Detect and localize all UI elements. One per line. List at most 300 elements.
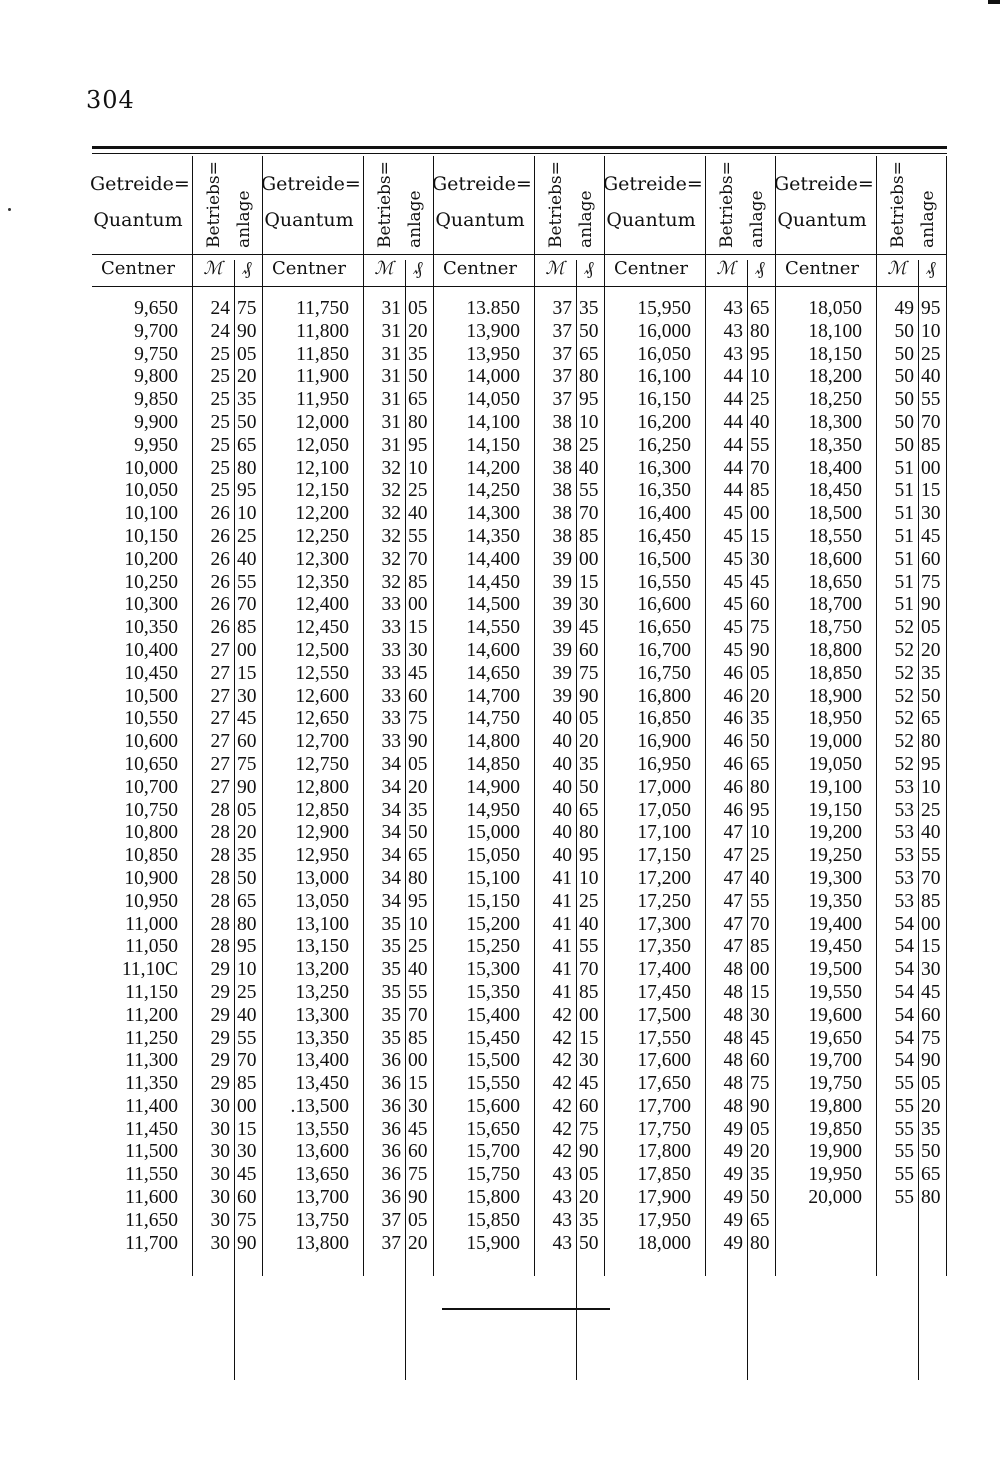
quantum-cell: 17,900 [637,1187,691,1209]
quantum-cell: 18,250 [808,389,862,411]
mark-cell: 32 [381,571,401,593]
quantum-cell: 17,350 [637,936,691,958]
quantum-cell: 19,500 [808,959,862,981]
mark-cell: 37 [381,1209,401,1231]
quantum-cell: 16,550 [637,571,691,593]
pfennig-cell: 20 [921,1095,941,1117]
pfennig-cell: 50 [408,822,428,844]
mark-cell: 41 [552,936,572,958]
mark-cell: 46 [723,731,743,753]
pfennig-cell: 60 [237,1187,257,1209]
quantum-cell: 19,700 [808,1050,862,1072]
quantum-cell: 14,250 [466,480,520,502]
pfennig-cell: 45 [750,1027,770,1049]
mark-cell: 27 [210,639,230,661]
quantum-cell: 13,300 [295,1004,349,1026]
pfennig-cell: 65 [750,753,770,775]
quantum-cell: 18,600 [808,548,862,570]
pfennig-cell: 95 [408,434,428,456]
pfennig-cell: 80 [750,320,770,342]
quantum-cell: 17,750 [637,1118,691,1140]
quantum-cell: 16,200 [637,411,691,433]
pfennig-cell: 20 [408,776,428,798]
pfennig-cell: 65 [237,890,257,912]
subheader-pfennig: ₰ [926,258,936,279]
mark-cell: 25 [210,457,230,479]
mark-cell: 43 [723,298,743,319]
pfennig-cell: 05 [237,343,257,365]
mark-cell: 35 [381,981,401,1003]
mark-cell: 30 [210,1095,230,1117]
mark-cell: 38 [552,434,572,456]
quantum-cell: 10,350 [124,617,178,639]
quantum-cell: 9,650 [134,298,178,319]
mark-cell: 47 [723,845,743,867]
mark-cell: 54 [894,1027,914,1049]
pfennig-cell: 05 [579,708,599,730]
pfennig-cell: 40 [408,503,428,525]
mark-cell: 52 [894,685,914,707]
mark-cell: 29 [210,1004,230,1026]
header-quantity [261,166,361,238]
mark-cell: 40 [552,731,572,753]
mark-cell: 50 [894,343,914,365]
quantum-cell: 15,750 [466,1164,520,1186]
quantum-cell: 10,950 [124,890,178,912]
quantum-cell: 15,500 [466,1050,520,1072]
mark-cell: 55 [894,1118,914,1140]
quantum-cell: 16,250 [637,434,691,456]
mark-cell: 50 [894,366,914,388]
pfennig-cell: 05 [408,753,428,775]
pfennig-cell: 30 [750,548,770,570]
mark-cell: 39 [552,685,572,707]
quantum-cell: 12,450 [295,617,349,639]
pfennig-cell: 75 [237,1209,257,1231]
pfennig-cell: 80 [579,822,599,844]
pfennig-cell: 90 [408,731,428,753]
mark-cell: 38 [552,480,572,502]
mark-cell: 38 [552,411,572,433]
column-rule [918,260,919,1380]
mark-cell: 33 [381,617,401,639]
quantum-cell: .13,500 [290,1095,349,1117]
quantum-cell: 17,250 [637,890,691,912]
corner-mark [988,0,1000,4]
pfennig-cell: 70 [579,503,599,525]
pfennig-cell: 25 [237,981,257,1003]
pfennig-cell: 30 [237,1141,257,1163]
mark-cell: 42 [552,1118,572,1140]
quantum-cell: 10,200 [124,548,178,570]
pfennig-cell: 45 [921,981,941,1003]
mark-cell: 26 [210,503,230,525]
pfennig-cell: 20 [750,1141,770,1163]
quantum-cell: 19,000 [808,731,862,753]
mark-cell: 26 [210,548,230,570]
mark-cell: 38 [552,503,572,525]
quantum-cell: 14,200 [466,457,520,479]
mark-cell: 49 [894,298,914,319]
pfennig-column [750,298,776,1255]
quantum-cell: 12,050 [295,434,349,456]
pfennig-cell: 15 [408,1073,428,1095]
pfennig-cell: 80 [921,731,941,753]
pfennig-cell: 95 [579,845,599,867]
quantum-cell: 12,100 [295,457,349,479]
mark-cell: 37 [552,389,572,411]
mark-cell: 30 [210,1232,230,1254]
mark-cell: 36 [381,1164,401,1186]
pfennig-cell: 00 [408,594,428,616]
pfennig-cell: 80 [408,867,428,889]
header-quantity-line2: Quantum [777,209,867,231]
mark-cell: 54 [894,913,914,935]
mark-cell: 30 [210,1209,230,1231]
mark-cell: 34 [381,776,401,798]
mark-cell: 33 [381,731,401,753]
pfennig-cell: 20 [579,731,599,753]
pfennig-cell: 35 [408,799,428,821]
quantum-cell: 14,450 [466,571,520,593]
pfennig-cell: 60 [408,1141,428,1163]
pfennig-cell: 70 [579,959,599,981]
pfennig-cell: 65 [408,389,428,411]
mark-cell: 39 [552,617,572,639]
quantum-cell: 11,200 [125,1004,178,1026]
quantum-cell: 14,400 [466,548,520,570]
mark-cell: 40 [552,753,572,775]
pfennig-cell: 25 [408,480,428,502]
mark-cell: 31 [381,389,401,411]
pfennig-cell: 00 [579,548,599,570]
mark-cell: 36 [381,1073,401,1095]
pfennig-cell: 35 [237,845,257,867]
mark-cell: 51 [894,480,914,502]
quantum-cell: 19,150 [808,799,862,821]
pfennig-cell: 15 [921,480,941,502]
mark-cell: 40 [552,799,572,821]
column-rule [234,260,235,1380]
mark-cell: 51 [894,594,914,616]
quantum-cell: 14,850 [466,753,520,775]
header-quantity-line1: Getreide= [261,173,361,195]
quantum-cell: 18,050 [808,298,862,319]
mark-cell: 52 [894,753,914,775]
mark-cell: 40 [552,708,572,730]
pfennig-cell: 30 [921,503,941,525]
mark-cell: 49 [723,1232,743,1254]
mark-cell: 49 [723,1164,743,1186]
mark-cell: 35 [381,936,401,958]
quantum-cell: 12,350 [295,571,349,593]
quantum-cell: 11,800 [296,320,349,342]
pfennig-cell: 65 [921,708,941,730]
quantum-cell: 19,200 [808,822,862,844]
quantum-cell: 15,900 [466,1232,520,1254]
pfennig-cell: 85 [237,617,257,639]
pfennig-cell: 75 [408,1164,428,1186]
pfennig-cell: 50 [579,776,599,798]
pfennig-cell: 10 [750,822,770,844]
quantum-cell: 10,250 [124,571,178,593]
pfennig-cell: 00 [921,913,941,935]
quantum-cell: 17,700 [637,1095,691,1117]
quantum-cell: 16,100 [637,366,691,388]
header-betrieb-line2: anlage [918,190,938,248]
quantum-cell: 11,900 [296,366,349,388]
pfennig-cell: 05 [408,1209,428,1231]
quantum-cell: 16,000 [637,320,691,342]
mark-cell: 54 [894,959,914,981]
mark-cell: 40 [552,776,572,798]
pfennig-cell: 35 [579,753,599,775]
pfennig-cell: 50 [921,685,941,707]
quantum-cell: 13,100 [295,913,349,935]
column-rule [747,260,748,1380]
quantum-cell: 11,650 [125,1209,178,1231]
mark-cell: 49 [723,1141,743,1163]
pfennig-cell: 50 [579,1232,599,1254]
subheader-mark: ℳ [545,258,565,279]
pfennig-cell: 75 [750,617,770,639]
pfennig-cell: 50 [237,867,257,889]
header-betrieb-line1: Betriebs= [888,161,908,248]
quantum-cell: 14,650 [466,662,520,684]
quantum-cell: 13,950 [466,343,520,365]
quantum-cell: 10,000 [124,457,178,479]
pfennig-cell: 60 [750,594,770,616]
mark-cell: 55 [894,1187,914,1209]
pfennig-cell: 65 [579,343,599,365]
quantum-cell: 18,100 [808,320,862,342]
subheader-centner: Centner [271,258,347,279]
pfennig-cell: 90 [750,1095,770,1117]
quantum-cell: 12,800 [295,776,349,798]
pfennig-column [408,298,434,1255]
quantum-cell: 14,150 [466,434,520,456]
mark-cell: 55 [894,1073,914,1095]
quantum-cell: 13,800 [295,1232,349,1254]
pfennig-cell: 60 [750,1050,770,1072]
mark-cell: 31 [381,320,401,342]
pfennig-cell: 60 [921,548,941,570]
mark-cell: 31 [381,366,401,388]
mark-cell: 45 [723,548,743,570]
pfennig-cell: 70 [921,411,941,433]
header-quantity [90,166,190,238]
mark-column [367,298,401,1255]
quantum-cell: 11,400 [125,1095,178,1117]
mark-cell: 50 [894,389,914,411]
mark-cell: 41 [552,981,572,1003]
pfennig-cell: 20 [237,822,257,844]
subheader-centner: Centner [613,258,689,279]
quantum-cell: 18,900 [808,685,862,707]
pfennig-cell: 90 [408,1187,428,1209]
header-quantity [432,166,532,238]
pfennig-cell: 35 [750,708,770,730]
quantum-cell: 11,750 [296,298,349,319]
pfennig-column [579,298,605,1255]
mark-cell: 45 [723,571,743,593]
mark-cell: 44 [723,434,743,456]
quantum-cell: 18,950 [808,708,862,730]
quantum-cell: 13,250 [295,981,349,1003]
quantum-cell: 15,100 [466,867,520,889]
mark-cell: 28 [210,845,230,867]
quantum-cell: 18,500 [808,503,862,525]
quantum-cell: 15,550 [466,1073,520,1095]
pfennig-cell: 75 [921,571,941,593]
mark-cell: 53 [894,845,914,867]
quantum-cell: 13.850 [466,298,520,319]
mark-cell: 52 [894,731,914,753]
pfennig-cell: 80 [750,776,770,798]
header-betrieb-line2: anlage [405,190,425,248]
pfennig-cell: 55 [408,981,428,1003]
subheader-centner: Centner [442,258,518,279]
quantum-cell: 14,350 [466,525,520,547]
quantum-cell: 11,700 [125,1232,178,1254]
mark-cell: 39 [552,571,572,593]
quantum-cell: 9,900 [134,411,178,433]
pfennig-cell: 65 [921,1164,941,1186]
pfennig-cell: 70 [237,1050,257,1072]
pfennig-cell: 95 [921,298,941,319]
header-betriebsanlage [532,160,604,252]
mark-cell: 32 [381,548,401,570]
mark-cell: 42 [552,1027,572,1049]
mark-cell: 31 [381,411,401,433]
mark-cell: 53 [894,799,914,821]
quantum-cell: 12,500 [295,639,349,661]
quantum-cell: 18,800 [808,639,862,661]
header-quantity-line1: Getreide= [90,173,190,195]
quantum-cell: 14,500 [466,594,520,616]
pfennig-cell: 45 [750,571,770,593]
quantum-cell: 10,400 [124,639,178,661]
pfennig-column [237,298,263,1255]
mark-cell: 43 [552,1164,572,1186]
header-quantity-line1: Getreide= [432,173,532,195]
pfennig-cell: 75 [237,753,257,775]
pfennig-cell: 05 [921,617,941,639]
quantum-cell: 18,850 [808,662,862,684]
mark-cell: 50 [894,320,914,342]
pfennig-cell: 90 [237,1232,257,1254]
quantum-cell: 19,350 [808,890,862,912]
quantum-cell: 17,150 [637,845,691,867]
pfennig-cell: 20 [408,1232,428,1254]
mark-cell: 38 [552,525,572,547]
pfennig-cell: 20 [921,639,941,661]
quantum-cell: 19,050 [808,753,862,775]
header-betrieb-line2: anlage [576,190,596,248]
top-rule-thin [92,153,947,154]
mark-cell: 45 [723,639,743,661]
quantum-cell: 15,400 [466,1004,520,1026]
mark-cell: 28 [210,913,230,935]
pfennig-cell: 30 [408,639,428,661]
quantum-cell: 13,000 [295,867,349,889]
pfennig-cell: 25 [921,343,941,365]
quantum-cell: 15,450 [466,1027,520,1049]
mark-cell: 27 [210,662,230,684]
pfennig-cell: 30 [750,1004,770,1026]
margin-speck [8,208,11,211]
mark-cell: 28 [210,867,230,889]
pfennig-cell: 55 [237,1027,257,1049]
mark-cell: 27 [210,708,230,730]
mark-cell: 45 [723,594,743,616]
header-betrieb-line1: Betriebs= [546,161,566,248]
quantum-cell: 17,500 [637,1004,691,1026]
quantum-cell: 17,850 [637,1164,691,1186]
quantum-cell: 19,300 [808,867,862,889]
pfennig-cell: 95 [921,753,941,775]
quantum-cell: 10,850 [124,845,178,867]
quantum-cell: 12,300 [295,548,349,570]
mark-cell: 54 [894,1050,914,1072]
quantum-cell: 14,550 [466,617,520,639]
header-betrieb-line1: Betriebs= [375,161,395,248]
quantum-cell: 11,950 [296,389,349,411]
pfennig-cell: 50 [921,1141,941,1163]
pfennig-cell: 40 [921,366,941,388]
pfennig-cell: 10 [750,366,770,388]
mark-cell: 28 [210,890,230,912]
quantum-cell: 16,050 [637,343,691,365]
mark-cell: 37 [552,343,572,365]
quantum-cell: 10,900 [124,867,178,889]
pfennig-cell: 85 [750,936,770,958]
quantum-cell: 16,900 [637,731,691,753]
pfennig-cell: 55 [579,480,599,502]
quantum-cell: 10,150 [124,525,178,547]
pfennig-cell: 95 [750,799,770,821]
quantum-cell: 14,100 [466,411,520,433]
mark-cell: 47 [723,936,743,958]
pfennig-cell: 15 [750,525,770,547]
pfennig-cell: 40 [408,959,428,981]
subheader-pfennig: ₰ [584,258,594,279]
quantum-cell: 13,600 [295,1141,349,1163]
pfennig-cell: 95 [750,343,770,365]
column-rule [534,156,535,1276]
mark-cell: 30 [210,1164,230,1186]
quantum-cell: 13,700 [295,1187,349,1209]
pfennig-cell: 05 [750,662,770,684]
quantum-cell: 11,550 [125,1164,178,1186]
mark-cell: 50 [894,434,914,456]
pfennig-cell: 10 [237,959,257,981]
quantum-cell: 19,950 [808,1164,862,1186]
mark-cell: 52 [894,617,914,639]
pfennig-cell: 90 [237,776,257,798]
pfennig-cell: 10 [921,320,941,342]
header-betriebsanlage [361,160,433,252]
mark-cell: 55 [894,1141,914,1163]
pfennig-cell: 40 [750,411,770,433]
pfennig-cell: 50 [237,411,257,433]
quantum-cell: 10,800 [124,822,178,844]
quantum-cell: 19,250 [808,845,862,867]
mark-cell: 51 [894,503,914,525]
pfennig-cell: 60 [408,685,428,707]
mark-cell: 37 [552,320,572,342]
quantum-cell: 13,150 [295,936,349,958]
